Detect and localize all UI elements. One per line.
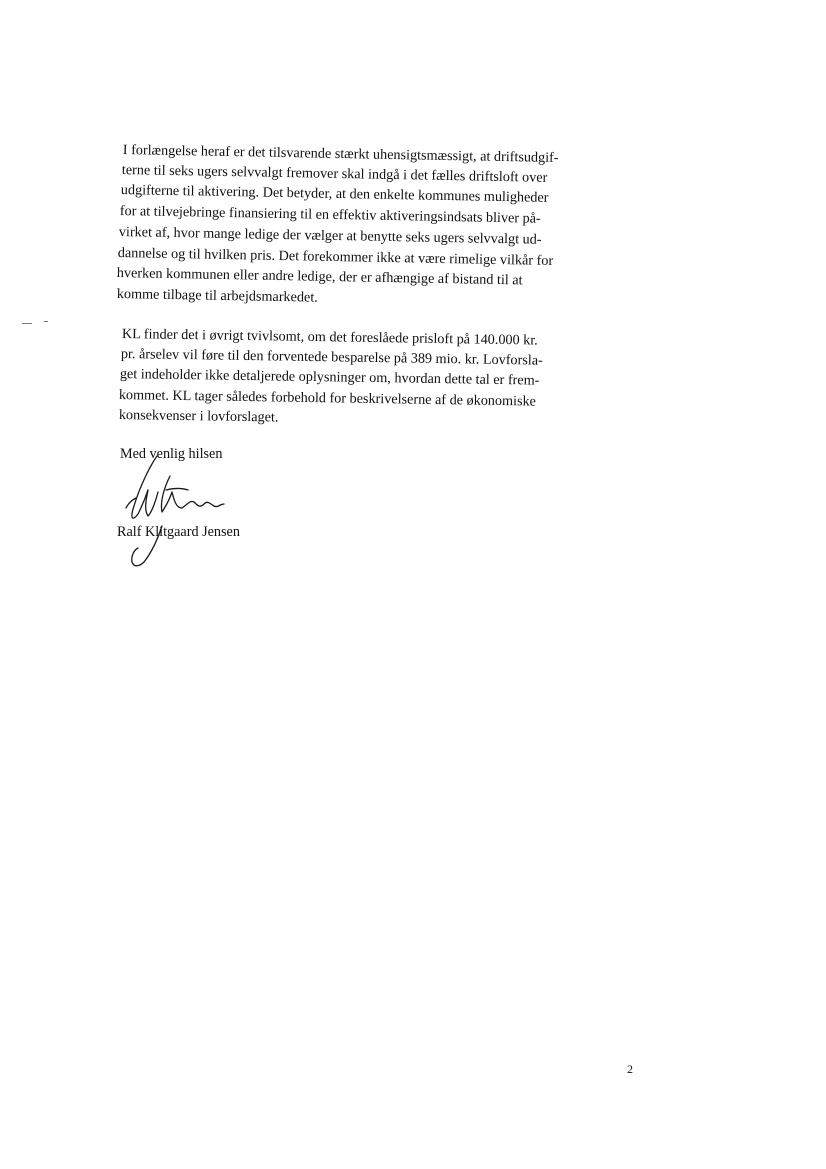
signatory-name: Ralf Klitgaard Jensen	[117, 524, 240, 540]
text-line: komme tilbage til arbejdsmarkedet.	[116, 286, 318, 306]
text-line: for at tilvejebringe finansiering til en effektiv aktiveringsindsats bliver på-	[119, 203, 541, 227]
page-number: 2	[627, 1062, 633, 1076]
text-line: udgifterne til aktivering. Det betyder, at den enkelte kommunes muligheder	[120, 182, 549, 206]
text-line: dannelse og til hvilken pris. Det forekommer ikke at være rimelige vilkår for	[117, 245, 554, 269]
scan-artifact	[44, 321, 48, 322]
text-line: kommet. KL tager således forbehold for beskrivelserne af de økonomiske	[118, 387, 537, 410]
text-line: konsekvenser i lovforslaget.	[118, 407, 279, 426]
text-line: terne til seks ugers selvvalgt fremover skal indgå i det fælles driftsloft over	[121, 162, 548, 186]
closing-salutation: Med venlig hilsen	[120, 446, 223, 462]
text-line: pr. årselev vil føre til den forventede besparelse på 389 mio. kr. Lovforsla-	[120, 346, 543, 369]
text-line: hverken kommunen eller andre ledige, der er afhængige af bistand til at	[116, 265, 523, 289]
text-line: get indeholder ikke detaljerede oplysninger om, hvordan dette tal er frem-	[119, 366, 540, 389]
text-line: I forlængelse heraf er det tilsvarende stærkt uhensigtsmæssigt, at driftsudgif-	[122, 142, 559, 166]
text-line: KL finder det i øvrigt tvivlsomt, om det foreslåede prisloft på 140.000 kr.	[121, 326, 538, 349]
handwritten-signature	[112, 448, 252, 578]
scan-artifact	[22, 323, 32, 324]
text-line: virket af, hvor mange ledige der vælger at benytte seks ugers selvvalgt ud-	[118, 224, 542, 248]
